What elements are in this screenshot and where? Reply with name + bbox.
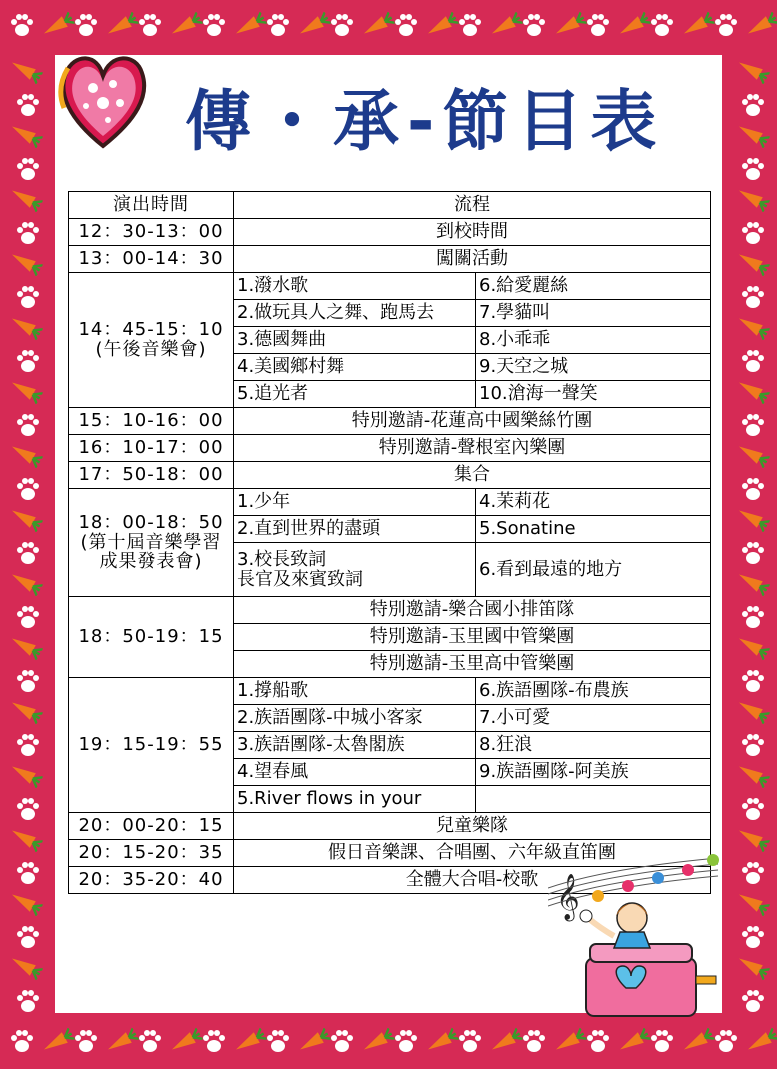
program-item: 3.德國舞曲 (234, 327, 476, 354)
program-item: 5.追光者 (234, 381, 476, 408)
program-item: 7.小可愛 (476, 705, 711, 732)
carrot-icon (102, 11, 139, 42)
carrot-icon (733, 759, 770, 790)
paw-print-icon (136, 12, 164, 40)
carrot-icon (486, 11, 523, 42)
row-item: 特別邀請-聲根室內樂團 (234, 435, 711, 462)
carrot-icon (6, 503, 43, 534)
carrot-icon (6, 311, 43, 342)
carrot-icon (678, 1027, 715, 1058)
paw-print-icon (739, 412, 767, 440)
paw-print-icon (14, 348, 42, 376)
table-row (69, 435, 711, 462)
paw-print-icon (14, 476, 42, 504)
carrot-icon (733, 55, 770, 86)
program-item: 9.族語團隊-阿美族 (476, 759, 711, 786)
paw-print-icon (328, 12, 356, 40)
carrot-icon (733, 439, 770, 470)
table-row (69, 597, 711, 624)
row-time: 20：35-20：40 (69, 867, 234, 894)
table-row (69, 813, 711, 840)
paw-print-icon (14, 604, 42, 632)
carrot-icon (733, 375, 770, 406)
carrot-icon (733, 311, 770, 342)
row-time: 20：15-20：35 (69, 840, 234, 867)
table-row (69, 462, 711, 489)
carrot-icon (550, 11, 587, 42)
carrot-icon (733, 887, 770, 918)
paw-print-icon (14, 668, 42, 696)
paw-print-icon (136, 1028, 164, 1056)
program-item-line: 長官及來賓致詞 (237, 568, 363, 590)
carrot-icon (422, 11, 459, 42)
row-item: 特別邀請-花蓮高中國樂絲竹團 (234, 408, 711, 435)
paw-print-icon (14, 732, 42, 760)
paw-print-icon (739, 220, 767, 248)
carrot-icon (102, 1027, 139, 1058)
carrot-icon (358, 11, 395, 42)
paw-print-icon (72, 12, 100, 40)
carrot-icon (6, 119, 43, 150)
carrot-icon (733, 823, 770, 854)
program-item: 5.River flows in your (234, 786, 476, 813)
paw-print-icon (14, 924, 42, 952)
header-flow: 流程 (234, 192, 711, 219)
carrot-icon (733, 119, 770, 150)
treble-clef-icon: 𝄞 (556, 874, 580, 920)
row-time: 12：30-13：00 (69, 219, 234, 246)
table-row (69, 246, 711, 273)
program-item: 4.茉莉花 (476, 489, 711, 516)
carrot-icon (230, 1027, 267, 1058)
program-item (476, 786, 711, 813)
paw-print-icon (520, 1028, 548, 1056)
carrot-icon (6, 567, 43, 598)
program-item: 6.族語團隊-布農族 (476, 678, 711, 705)
carrot-icon (733, 951, 770, 982)
paw-print-icon (14, 860, 42, 888)
paw-print-icon (739, 988, 767, 1016)
carrot-icon (742, 11, 777, 42)
paw-print-icon (648, 1028, 676, 1056)
row-time: 16：10-17：00 (69, 435, 234, 462)
paw-print-icon (392, 1028, 420, 1056)
carrot-icon (38, 1027, 75, 1058)
paw-print-icon (584, 12, 612, 40)
row-item: 特別邀請-樂合國小排笛隊 (234, 597, 711, 624)
carrot-icon (733, 183, 770, 214)
paw-print-icon (264, 12, 292, 40)
block-time (69, 489, 234, 597)
carrot-icon (614, 11, 651, 42)
program-item: 2.直到世界的盡頭 (234, 516, 476, 543)
paw-print-icon (14, 220, 42, 248)
paw-print-icon (739, 284, 767, 312)
row-item: 集合 (234, 462, 711, 489)
carrot-icon (550, 1027, 587, 1058)
block-time: 19：15-19：55 (69, 678, 234, 813)
row-item: 假日音樂課、合唱團、六年級直笛團 (234, 840, 711, 867)
carrot-icon (6, 951, 43, 982)
paw-print-icon (739, 924, 767, 952)
program-item: 2.族語團隊-中城小客家 (234, 705, 476, 732)
carrot-icon (733, 567, 770, 598)
paw-print-icon (739, 156, 767, 184)
row-item: 特別邀請-玉里高中管樂團 (234, 651, 711, 678)
carrot-icon (733, 503, 770, 534)
row-time: 15：10-16：00 (69, 408, 234, 435)
carrot-icon (294, 11, 331, 42)
carrot-icon (166, 11, 203, 42)
paw-print-icon (739, 540, 767, 568)
paw-print-icon (712, 1028, 740, 1056)
paw-print-icon (14, 412, 42, 440)
paw-print-icon (264, 1028, 292, 1056)
carrot-icon (6, 247, 43, 278)
paw-print-icon (520, 12, 548, 40)
table-row (69, 678, 711, 705)
program-item: 4.美國鄉村舞 (234, 354, 476, 381)
paw-print-icon (739, 860, 767, 888)
heart-icon (58, 48, 148, 153)
carrot-icon (6, 823, 43, 854)
carrot-icon (6, 55, 43, 86)
program-item: 2.做玩具人之舞、跑馬去 (234, 300, 476, 327)
carrot-icon (742, 1027, 777, 1058)
block-time-note: (午後音樂會) (95, 339, 207, 360)
carrot-icon (6, 695, 43, 726)
program-item: 3.族語團隊-太魯閣族 (234, 732, 476, 759)
carrot-icon (6, 631, 43, 662)
paw-print-icon (14, 988, 42, 1016)
paw-print-icon (739, 732, 767, 760)
block-time (69, 273, 234, 408)
program-item: 5.Sonatine (476, 516, 711, 543)
program-item-line: 3.校長致詞 (237, 548, 327, 570)
paw-print-icon (648, 12, 676, 40)
carrot-icon (6, 887, 43, 918)
carrot-icon (38, 11, 75, 42)
carrot-icon (733, 247, 770, 278)
block-time: 18：50-19：15 (69, 597, 234, 678)
paw-print-icon (328, 1028, 356, 1056)
row-item: 到校時間 (234, 219, 711, 246)
row-time: 20：00-20：15 (69, 813, 234, 840)
paw-print-icon (739, 348, 767, 376)
block-time-note: (第十屆音樂學習 (80, 531, 222, 553)
program-item (234, 543, 476, 597)
table-row (69, 273, 711, 300)
paw-print-icon (8, 12, 36, 40)
paw-print-icon (739, 604, 767, 632)
carrot-icon (614, 1027, 651, 1058)
carrot-icon (230, 11, 267, 42)
block-time-range: 18：00-18：50 (78, 511, 224, 533)
page-title: 傳・承-節目表 (185, 83, 665, 160)
carrot-icon (358, 1027, 395, 1058)
row-item: 闖關活動 (234, 246, 711, 273)
carrot-icon (6, 439, 43, 470)
paw-print-icon (739, 92, 767, 120)
paw-print-icon (8, 1028, 36, 1056)
paw-print-icon (200, 1028, 228, 1056)
block-time-range: 14：45-15：10 (78, 319, 224, 341)
carrot-icon (166, 1027, 203, 1058)
header-time: 演出時間 (69, 192, 234, 219)
carrot-icon (294, 1027, 331, 1058)
program-item: 1.少年 (234, 489, 476, 516)
paw-print-icon (584, 1028, 612, 1056)
carrot-icon (486, 1027, 523, 1058)
carrot-icon (733, 631, 770, 662)
carrot-icon (422, 1027, 459, 1058)
table-header-row (69, 192, 711, 219)
table-row (69, 219, 711, 246)
table-row (69, 489, 711, 516)
program-item: 9.天空之城 (476, 354, 711, 381)
row-time: 13：00-14：30 (69, 246, 234, 273)
paw-print-icon (739, 668, 767, 696)
row-time: 17：50-18：00 (69, 462, 234, 489)
program-item: 10.滄海一聲笑 (476, 381, 711, 408)
row-item: 兒童樂隊 (234, 813, 711, 840)
paw-print-icon (200, 12, 228, 40)
paw-print-icon (712, 12, 740, 40)
paw-print-icon (739, 476, 767, 504)
program-item: 6.給愛麗絲 (476, 273, 711, 300)
paw-print-icon (14, 540, 42, 568)
carrot-icon (6, 759, 43, 790)
paw-print-icon (14, 284, 42, 312)
music-box-girl-icon (548, 848, 724, 1020)
program-item: 8.狂浪 (476, 732, 711, 759)
table-row (69, 408, 711, 435)
paw-print-icon (72, 1028, 100, 1056)
program-item: 1.撐船歌 (234, 678, 476, 705)
program-item: 6.看到最遠的地方 (476, 543, 711, 597)
carrot-icon (6, 375, 43, 406)
paw-print-icon (739, 796, 767, 824)
carrot-icon (678, 11, 715, 42)
paw-print-icon (392, 12, 420, 40)
paw-print-icon (14, 156, 42, 184)
carrot-icon (6, 183, 43, 214)
paw-print-icon (456, 1028, 484, 1056)
program-item: 4.望春風 (234, 759, 476, 786)
block-time-note: 成果發表會) (99, 551, 203, 573)
schedule-table (68, 191, 711, 894)
row-item: 全體大合唱-校歌 (234, 867, 711, 894)
program-item: 1.潑水歌 (234, 273, 476, 300)
carrot-icon (733, 695, 770, 726)
program-item: 7.學貓叫 (476, 300, 711, 327)
program-item: 8.小乖乖 (476, 327, 711, 354)
paw-print-icon (14, 92, 42, 120)
paw-print-icon (456, 12, 484, 40)
row-item: 特別邀請-玉里國中管樂團 (234, 624, 711, 651)
paw-print-icon (14, 796, 42, 824)
